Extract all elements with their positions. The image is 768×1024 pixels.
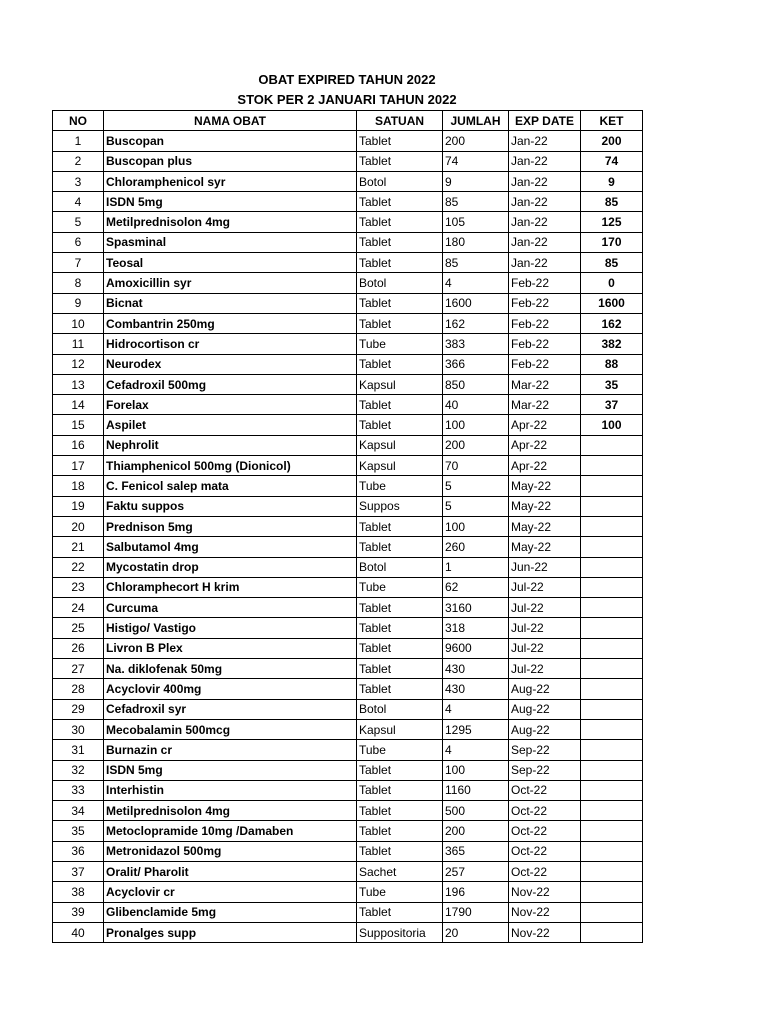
cell-no: 7 xyxy=(53,253,104,273)
cell-nama-obat: Na. diklofenak 50mg xyxy=(104,659,357,679)
cell-satuan: Tablet xyxy=(357,151,443,171)
cell-no: 31 xyxy=(53,740,104,760)
cell-exp-date: Jun-22 xyxy=(509,557,581,577)
cell-nama-obat: Metilprednisolon 4mg xyxy=(104,212,357,232)
cell-no: 1 xyxy=(53,131,104,151)
table-row xyxy=(53,476,643,496)
cell-jumlah: 85 xyxy=(443,192,509,212)
cell-no: 11 xyxy=(53,334,104,354)
cell-jumlah: 365 xyxy=(443,841,509,861)
cell-ket xyxy=(581,557,643,577)
cell-no: 8 xyxy=(53,273,104,293)
table-row xyxy=(53,395,643,415)
cell-ket: 37 xyxy=(581,395,643,415)
table-row xyxy=(53,496,643,516)
cell-exp-date: Jul-22 xyxy=(509,618,581,638)
cell-no: 29 xyxy=(53,699,104,719)
table-body xyxy=(53,131,643,943)
cell-no: 33 xyxy=(53,780,104,800)
cell-jumlah: 4 xyxy=(443,699,509,719)
cell-ket: 200 xyxy=(581,131,643,151)
cell-jumlah: 100 xyxy=(443,516,509,536)
cell-jumlah: 200 xyxy=(443,435,509,455)
header-no: NO xyxy=(53,111,104,131)
cell-nama-obat: Metronidazol 500mg xyxy=(104,841,357,861)
cell-nama-obat: Acyclovir 400mg xyxy=(104,679,357,699)
cell-exp-date: Jul-22 xyxy=(509,598,581,618)
cell-jumlah: 100 xyxy=(443,415,509,435)
cell-no: 2 xyxy=(53,151,104,171)
cell-exp-date: Jan-22 xyxy=(509,171,581,191)
cell-ket: 170 xyxy=(581,232,643,252)
table-row xyxy=(53,253,643,273)
cell-satuan: Tube xyxy=(357,476,443,496)
cell-exp-date: Feb-22 xyxy=(509,334,581,354)
cell-exp-date: Oct-22 xyxy=(509,780,581,800)
cell-nama-obat: Neurodex xyxy=(104,354,357,374)
cell-jumlah: 430 xyxy=(443,679,509,699)
table-row xyxy=(53,273,643,293)
cell-jumlah: 62 xyxy=(443,577,509,597)
cell-no: 38 xyxy=(53,882,104,902)
cell-exp-date: Mar-22 xyxy=(509,374,581,394)
cell-satuan: Tube xyxy=(357,334,443,354)
table-row xyxy=(53,638,643,658)
cell-no: 4 xyxy=(53,192,104,212)
cell-exp-date: Jan-22 xyxy=(509,192,581,212)
cell-no: 34 xyxy=(53,801,104,821)
header-row xyxy=(53,111,643,131)
cell-ket xyxy=(581,598,643,618)
cell-satuan: Kapsul xyxy=(357,435,443,455)
cell-jumlah: 318 xyxy=(443,618,509,638)
cell-ket: 100 xyxy=(581,415,643,435)
cell-satuan: Tablet xyxy=(357,354,443,374)
cell-satuan: Tablet xyxy=(357,598,443,618)
cell-jumlah: 85 xyxy=(443,253,509,273)
table-row xyxy=(53,354,643,374)
cell-exp-date: Apr-22 xyxy=(509,456,581,476)
table-row xyxy=(53,577,643,597)
cell-no: 37 xyxy=(53,861,104,881)
cell-exp-date: Sep-22 xyxy=(509,760,581,780)
cell-nama-obat: Mycostatin drop xyxy=(104,557,357,577)
cell-exp-date: Jul-22 xyxy=(509,638,581,658)
cell-nama-obat: Metilprednisolon 4mg xyxy=(104,801,357,821)
cell-jumlah: 4 xyxy=(443,740,509,760)
cell-exp-date: Aug-22 xyxy=(509,699,581,719)
cell-no: 15 xyxy=(53,415,104,435)
table-row xyxy=(53,313,643,333)
cell-exp-date: Jan-22 xyxy=(509,151,581,171)
cell-jumlah: 383 xyxy=(443,334,509,354)
cell-satuan: Tablet xyxy=(357,293,443,313)
cell-jumlah: 1790 xyxy=(443,902,509,922)
cell-jumlah: 1 xyxy=(443,557,509,577)
cell-nama-obat: Cefadroxil 500mg xyxy=(104,374,357,394)
cell-no: 5 xyxy=(53,212,104,232)
cell-exp-date: Feb-22 xyxy=(509,273,581,293)
cell-ket xyxy=(581,801,643,821)
cell-nama-obat: Salbutamol 4mg xyxy=(104,537,357,557)
cell-ket xyxy=(581,719,643,739)
cell-exp-date: Jan-22 xyxy=(509,232,581,252)
cell-ket xyxy=(581,902,643,922)
cell-nama-obat: ISDN 5mg xyxy=(104,760,357,780)
cell-exp-date: Apr-22 xyxy=(509,435,581,455)
cell-ket: 125 xyxy=(581,212,643,232)
cell-ket: 35 xyxy=(581,374,643,394)
cell-ket xyxy=(581,577,643,597)
cell-nama-obat: ISDN 5mg xyxy=(104,192,357,212)
table-row xyxy=(53,922,643,942)
table-row xyxy=(53,537,643,557)
cell-exp-date: Jan-22 xyxy=(509,131,581,151)
cell-nama-obat: Nephrolit xyxy=(104,435,357,455)
cell-ket xyxy=(581,740,643,760)
cell-nama-obat: Faktu suppos xyxy=(104,496,357,516)
cell-jumlah: 5 xyxy=(443,496,509,516)
cell-jumlah: 196 xyxy=(443,882,509,902)
cell-satuan: Tablet xyxy=(357,780,443,800)
cell-nama-obat: Metoclopramide 10mg /Damaben xyxy=(104,821,357,841)
cell-ket: 9 xyxy=(581,171,643,191)
header-ket: KET xyxy=(581,111,643,131)
cell-jumlah: 260 xyxy=(443,537,509,557)
table-row xyxy=(53,882,643,902)
stock-table xyxy=(52,110,643,943)
cell-ket xyxy=(581,679,643,699)
cell-satuan: Tablet xyxy=(357,760,443,780)
cell-exp-date: Nov-22 xyxy=(509,922,581,942)
page-title: OBAT EXPIRED TAHUN 2022 xyxy=(258,72,436,87)
cell-no: 17 xyxy=(53,456,104,476)
cell-satuan: Tablet xyxy=(357,313,443,333)
cell-jumlah: 200 xyxy=(443,131,509,151)
cell-satuan: Tablet xyxy=(357,192,443,212)
cell-jumlah: 200 xyxy=(443,821,509,841)
cell-jumlah: 180 xyxy=(443,232,509,252)
header-exp-date: EXP DATE xyxy=(509,111,581,131)
cell-nama-obat: Amoxicillin syr xyxy=(104,273,357,293)
cell-jumlah: 5 xyxy=(443,476,509,496)
cell-satuan: Kapsul xyxy=(357,374,443,394)
table-row xyxy=(53,232,643,252)
cell-no: 12 xyxy=(53,354,104,374)
cell-nama-obat: Oralit/ Pharolit xyxy=(104,861,357,881)
table-row xyxy=(53,516,643,536)
table-row xyxy=(53,212,643,232)
cell-nama-obat: Buscopan xyxy=(104,131,357,151)
cell-nama-obat: Glibenclamide 5mg xyxy=(104,902,357,922)
cell-ket xyxy=(581,861,643,881)
cell-jumlah: 74 xyxy=(443,151,509,171)
cell-satuan: Botol xyxy=(357,699,443,719)
cell-ket xyxy=(581,456,643,476)
table-row xyxy=(53,293,643,313)
table-row xyxy=(53,598,643,618)
cell-no: 3 xyxy=(53,171,104,191)
cell-jumlah: 3160 xyxy=(443,598,509,618)
cell-ket: 162 xyxy=(581,313,643,333)
cell-no: 25 xyxy=(53,618,104,638)
cell-ket: 85 xyxy=(581,192,643,212)
cell-no: 27 xyxy=(53,659,104,679)
table-row xyxy=(53,801,643,821)
cell-exp-date: Feb-22 xyxy=(509,313,581,333)
cell-exp-date: Aug-22 xyxy=(509,679,581,699)
cell-jumlah: 500 xyxy=(443,801,509,821)
table-row xyxy=(53,902,643,922)
cell-no: 19 xyxy=(53,496,104,516)
cell-ket xyxy=(581,496,643,516)
cell-nama-obat: Livron B Plex xyxy=(104,638,357,658)
cell-no: 26 xyxy=(53,638,104,658)
cell-nama-obat: Bicnat xyxy=(104,293,357,313)
cell-satuan: Tablet xyxy=(357,131,443,151)
cell-ket xyxy=(581,659,643,679)
cell-satuan: Tablet xyxy=(357,821,443,841)
cell-nama-obat: Aspilet xyxy=(104,415,357,435)
cell-ket xyxy=(581,821,643,841)
cell-ket xyxy=(581,841,643,861)
cell-exp-date: Nov-22 xyxy=(509,902,581,922)
cell-no: 30 xyxy=(53,719,104,739)
table-row xyxy=(53,679,643,699)
cell-satuan: Tablet xyxy=(357,801,443,821)
cell-ket: 88 xyxy=(581,354,643,374)
cell-satuan: Suppositoria xyxy=(357,922,443,942)
cell-nama-obat: C. Fenicol salep mata xyxy=(104,476,357,496)
cell-no: 20 xyxy=(53,516,104,536)
cell-satuan: Tablet xyxy=(357,902,443,922)
cell-jumlah: 70 xyxy=(443,456,509,476)
cell-satuan: Botol xyxy=(357,557,443,577)
cell-jumlah: 105 xyxy=(443,212,509,232)
table-row xyxy=(53,435,643,455)
cell-no: 14 xyxy=(53,395,104,415)
cell-no: 28 xyxy=(53,679,104,699)
cell-jumlah: 9 xyxy=(443,171,509,191)
table-row xyxy=(53,719,643,739)
cell-satuan: Tablet xyxy=(357,253,443,273)
cell-satuan: Tablet xyxy=(357,659,443,679)
cell-satuan: Suppos xyxy=(357,496,443,516)
cell-satuan: Tablet xyxy=(357,537,443,557)
table-row xyxy=(53,841,643,861)
cell-nama-obat: Combantrin 250mg xyxy=(104,313,357,333)
cell-ket: 1600 xyxy=(581,293,643,313)
cell-ket xyxy=(581,537,643,557)
cell-ket: 85 xyxy=(581,253,643,273)
cell-satuan: Tube xyxy=(357,740,443,760)
table-row xyxy=(53,151,643,171)
cell-exp-date: May-22 xyxy=(509,537,581,557)
cell-satuan: Tablet xyxy=(357,516,443,536)
cell-jumlah: 4 xyxy=(443,273,509,293)
cell-satuan: Tablet xyxy=(357,618,443,638)
page-subtitle: STOK PER 2 JANUARI TAHUN 2022 xyxy=(237,92,457,107)
cell-no: 10 xyxy=(53,313,104,333)
cell-nama-obat: Hidrocortison cr xyxy=(104,334,357,354)
cell-jumlah: 162 xyxy=(443,313,509,333)
cell-nama-obat: Thiamphenicol 500mg (Dionicol) xyxy=(104,456,357,476)
cell-no: 24 xyxy=(53,598,104,618)
cell-exp-date: Apr-22 xyxy=(509,415,581,435)
table-row xyxy=(53,861,643,881)
cell-nama-obat: Mecobalamin 500mcg xyxy=(104,719,357,739)
cell-ket xyxy=(581,882,643,902)
cell-no: 22 xyxy=(53,557,104,577)
table-row xyxy=(53,171,643,191)
cell-nama-obat: Forelax xyxy=(104,395,357,415)
cell-nama-obat: Spasminal xyxy=(104,232,357,252)
cell-jumlah: 366 xyxy=(443,354,509,374)
cell-exp-date: Sep-22 xyxy=(509,740,581,760)
cell-satuan: Tablet xyxy=(357,415,443,435)
cell-ket xyxy=(581,760,643,780)
cell-nama-obat: Buscopan plus xyxy=(104,151,357,171)
cell-nama-obat: Chloramphenicol syr xyxy=(104,171,357,191)
cell-exp-date: Jan-22 xyxy=(509,253,581,273)
cell-ket: 0 xyxy=(581,273,643,293)
cell-no: 36 xyxy=(53,841,104,861)
cell-satuan: Tube xyxy=(357,882,443,902)
cell-nama-obat: Interhistin xyxy=(104,780,357,800)
cell-satuan: Kapsul xyxy=(357,719,443,739)
cell-exp-date: Nov-22 xyxy=(509,882,581,902)
cell-jumlah: 1600 xyxy=(443,293,509,313)
cell-jumlah: 850 xyxy=(443,374,509,394)
table-row xyxy=(53,334,643,354)
table-row xyxy=(53,557,643,577)
cell-jumlah: 257 xyxy=(443,861,509,881)
table-row xyxy=(53,821,643,841)
cell-no: 35 xyxy=(53,821,104,841)
cell-nama-obat: Prednison 5mg xyxy=(104,516,357,536)
cell-exp-date: Feb-22 xyxy=(509,354,581,374)
cell-satuan: Tablet xyxy=(357,679,443,699)
cell-ket: 382 xyxy=(581,334,643,354)
cell-no: 18 xyxy=(53,476,104,496)
cell-ket xyxy=(581,516,643,536)
cell-exp-date: Jan-22 xyxy=(509,212,581,232)
table-row xyxy=(53,659,643,679)
cell-nama-obat: Cefadroxil syr xyxy=(104,699,357,719)
cell-nama-obat: Teosal xyxy=(104,253,357,273)
cell-exp-date: Jul-22 xyxy=(509,577,581,597)
cell-jumlah: 40 xyxy=(443,395,509,415)
cell-ket xyxy=(581,780,643,800)
header-satuan: SATUAN xyxy=(357,111,443,131)
cell-no: 13 xyxy=(53,374,104,394)
cell-satuan: Botol xyxy=(357,171,443,191)
cell-exp-date: Oct-22 xyxy=(509,841,581,861)
cell-satuan: Botol xyxy=(357,273,443,293)
cell-no: 39 xyxy=(53,902,104,922)
table-row xyxy=(53,415,643,435)
cell-nama-obat: Pronalges supp xyxy=(104,922,357,942)
table-row xyxy=(53,780,643,800)
cell-nama-obat: Curcuma xyxy=(104,598,357,618)
cell-no: 23 xyxy=(53,577,104,597)
table-row xyxy=(53,374,643,394)
cell-ket xyxy=(581,638,643,658)
table-row xyxy=(53,192,643,212)
header-jumlah: JUMLAH xyxy=(443,111,509,131)
cell-exp-date: May-22 xyxy=(509,516,581,536)
cell-jumlah: 1160 xyxy=(443,780,509,800)
table-row xyxy=(53,618,643,638)
cell-satuan: Tablet xyxy=(357,638,443,658)
cell-ket xyxy=(581,618,643,638)
table-header xyxy=(53,111,643,131)
table-row xyxy=(53,740,643,760)
cell-jumlah: 430 xyxy=(443,659,509,679)
cell-satuan: Tablet xyxy=(357,395,443,415)
cell-nama-obat: Acyclovir cr xyxy=(104,882,357,902)
cell-no: 21 xyxy=(53,537,104,557)
cell-exp-date: Oct-22 xyxy=(509,821,581,841)
cell-no: 6 xyxy=(53,232,104,252)
cell-satuan: Sachet xyxy=(357,861,443,881)
cell-no: 40 xyxy=(53,922,104,942)
cell-exp-date: Jul-22 xyxy=(509,659,581,679)
cell-ket xyxy=(581,476,643,496)
cell-exp-date: Aug-22 xyxy=(509,719,581,739)
document-header xyxy=(52,70,642,110)
table-row xyxy=(53,131,643,151)
cell-ket xyxy=(581,435,643,455)
cell-no: 9 xyxy=(53,293,104,313)
cell-satuan: Tablet xyxy=(357,841,443,861)
cell-exp-date: May-22 xyxy=(509,476,581,496)
table-row xyxy=(53,699,643,719)
cell-jumlah: 100 xyxy=(443,760,509,780)
cell-exp-date: Feb-22 xyxy=(509,293,581,313)
cell-exp-date: Mar-22 xyxy=(509,395,581,415)
cell-exp-date: Oct-22 xyxy=(509,801,581,821)
cell-exp-date: Oct-22 xyxy=(509,861,581,881)
cell-ket: 74 xyxy=(581,151,643,171)
header-nama-obat: NAMA OBAT xyxy=(104,111,357,131)
cell-satuan: Tube xyxy=(357,577,443,597)
cell-jumlah: 1295 xyxy=(443,719,509,739)
cell-satuan: Tablet xyxy=(357,232,443,252)
cell-exp-date: May-22 xyxy=(509,496,581,516)
cell-ket xyxy=(581,922,643,942)
table-row xyxy=(53,760,643,780)
cell-nama-obat: Chloramphecort H krim xyxy=(104,577,357,597)
cell-no: 32 xyxy=(53,760,104,780)
cell-jumlah: 20 xyxy=(443,922,509,942)
cell-jumlah: 9600 xyxy=(443,638,509,658)
cell-no: 16 xyxy=(53,435,104,455)
cell-satuan: Kapsul xyxy=(357,456,443,476)
cell-nama-obat: Histigo/ Vastigo xyxy=(104,618,357,638)
table-row xyxy=(53,456,643,476)
cell-nama-obat: Burnazin cr xyxy=(104,740,357,760)
cell-satuan: Tablet xyxy=(357,212,443,232)
cell-ket xyxy=(581,699,643,719)
